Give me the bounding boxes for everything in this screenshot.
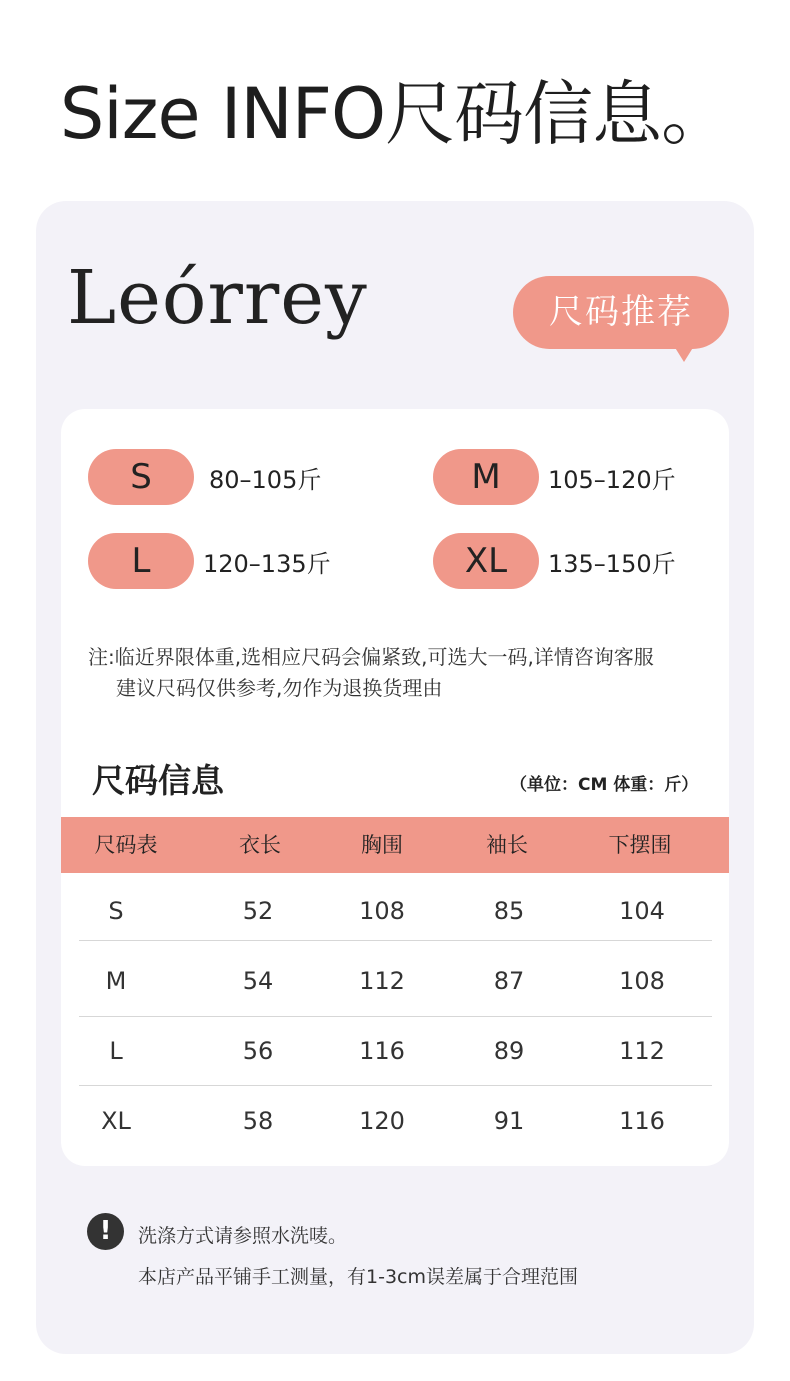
badge-tail bbox=[674, 346, 694, 362]
cell-size: S bbox=[108, 897, 124, 925]
cell-hem: 112 bbox=[619, 1037, 665, 1065]
cell-chest: 120 bbox=[359, 1107, 405, 1135]
cell-hem: 108 bbox=[619, 967, 665, 995]
size-pill-xl: XL bbox=[433, 533, 539, 589]
row-divider bbox=[79, 940, 712, 941]
cell-length: 54 bbox=[242, 967, 274, 995]
cell-hem: 104 bbox=[619, 897, 665, 925]
header-sleeve: 袖长 bbox=[486, 833, 528, 857]
cell-hem: 116 bbox=[619, 1107, 665, 1135]
cell-size: M bbox=[105, 967, 127, 995]
size-range-m: 105–120斤 bbox=[548, 466, 676, 494]
care-line-1: 洗涤方式请参照水洗唛。 bbox=[138, 1225, 348, 1247]
size-pill-l: L bbox=[88, 533, 194, 589]
table-row bbox=[79, 876, 712, 946]
page-title: Size INFO尺码信息。 bbox=[59, 73, 731, 155]
cell-chest: 108 bbox=[359, 897, 405, 925]
size-range-s: 80–105斤 bbox=[209, 466, 322, 494]
cell-length: 52 bbox=[242, 897, 274, 925]
note-line-1: 注:临近界限体重,选相应尺码会偏紧致,可选大一码,详情咨询客服 bbox=[88, 645, 654, 669]
header-chest: 胸围 bbox=[361, 833, 403, 857]
cell-sleeve: 89 bbox=[493, 1037, 525, 1065]
cell-sleeve: 85 bbox=[493, 897, 525, 925]
table-unit: （单位：CM 体重：斤） bbox=[510, 775, 699, 795]
cell-size: L bbox=[109, 1037, 123, 1065]
size-range-l: 120–135斤 bbox=[203, 550, 331, 578]
recommend-badge: 尺码推荐 bbox=[513, 276, 729, 349]
header-length: 衣长 bbox=[239, 833, 281, 857]
table-row bbox=[79, 1016, 712, 1086]
note-line-2: 建议尺码仅供参考,勿作为退换货理由 bbox=[116, 676, 443, 700]
cell-chest: 116 bbox=[359, 1037, 405, 1065]
size-range-xl: 135–150斤 bbox=[548, 550, 676, 578]
table-header bbox=[61, 817, 729, 873]
cell-sleeve: 91 bbox=[493, 1107, 525, 1135]
size-pill-m: M bbox=[433, 449, 539, 505]
size-pill-s: S bbox=[88, 449, 194, 505]
table-row bbox=[79, 946, 712, 1016]
cell-length: 58 bbox=[242, 1107, 274, 1135]
care-line-2: 本店产品平铺手工测量，有1-3cm误差属于合理范围 bbox=[138, 1266, 578, 1288]
table-title: 尺码信息 bbox=[92, 761, 224, 800]
brand-logo: Leórrey bbox=[67, 255, 368, 341]
exclamation-icon: ! bbox=[87, 1213, 124, 1250]
cell-chest: 112 bbox=[359, 967, 405, 995]
cell-length: 56 bbox=[242, 1037, 274, 1065]
header-hem: 下摆围 bbox=[608, 833, 672, 857]
table-row bbox=[79, 1086, 712, 1156]
header-size: 尺码表 bbox=[94, 833, 158, 857]
cell-sleeve: 87 bbox=[493, 967, 525, 995]
cell-size: XL bbox=[101, 1107, 131, 1135]
